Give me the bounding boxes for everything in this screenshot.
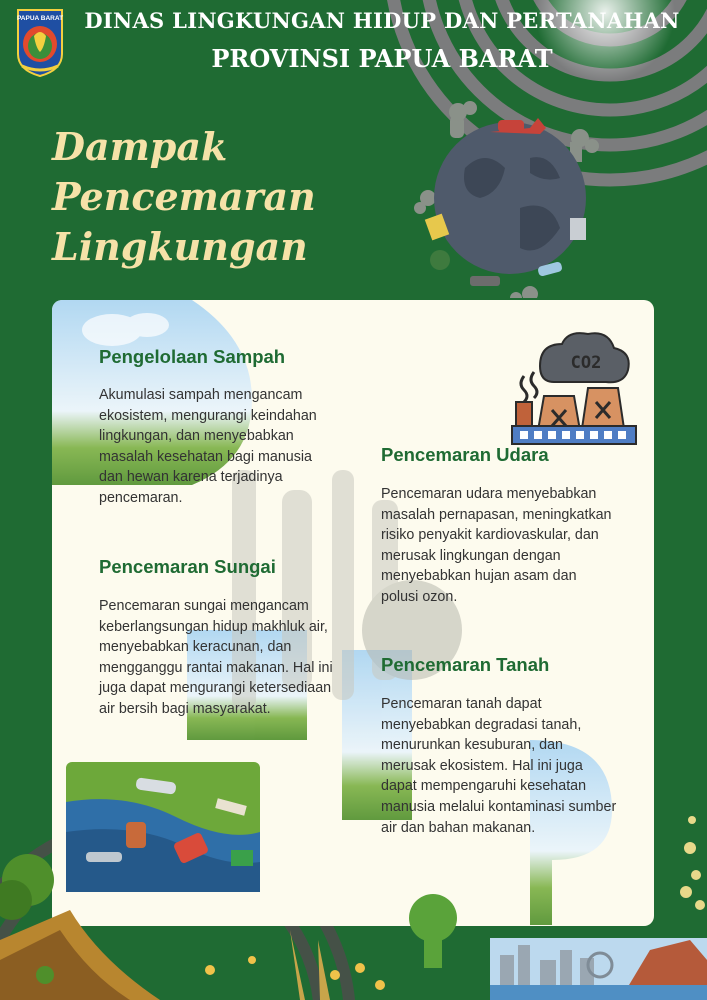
section-pencemaran-udara [381,444,613,608]
section-body: Pencemaran udara menyebabkan masalah pernapasan, meningkatkan risiko penyakit kardiovaskular, dan merusak lingkungan dengan menyebabkan hujan asam dan polusi ozon. [381,486,612,605]
section-pencemaran-sungai [99,556,341,720]
section-body: Pencemaran tanah dapat menyebabkan degradasi tanah, menurunkan kesuburan, dan merusak ekosistem. Hal ini juga dapat mempengaruhi kesehatan manusia melalui kontaminasi sumber air dan bahan makanan. [381,696,617,836]
section-heading: Pengelolaan Sampah [99,346,286,367]
title-line-1: Dampak [52,124,228,169]
polluted-globe-icon [410,98,610,298]
title-line-3: Lingkungan [52,224,308,269]
section-pencemaran-tanah [381,654,621,838]
header [0,0,707,95]
factory-co2-icon [510,326,638,446]
section-heading: Pencemaran Udara [381,444,549,465]
page-title [52,122,382,272]
papua-barat-logo-icon [14,8,66,78]
section-body: Pencemaran sungai mengancam keberlangsungan hidup makhluk air, menyebabkan keracunan, dan mengganggu rantai makanan. Hal ini juga dapat mengurangi ketersediaan air bersih bagi masyarakat. [99,598,333,717]
section-body: Akumulasi sampah mengancam ekosistem, mengurangi keindahan lingkungan, dan menyebabkan masalah kesehatan bagi manusia dan hewan karena terjadinya pencemaran. [99,387,317,506]
title-line-2: Pencemaran [52,174,316,219]
header-line-2: PROVINSI PAPUA BARAT [211,44,553,73]
svg-text:PAPUA BARAT: PAPUA BARAT [16,15,64,22]
header-line-1: DINAS LINGKUNGAN HIDUP DAN PERTANAHAN [84,8,680,33]
section-heading: Pencemaran Sungai [99,556,276,577]
co2-label: CO2 [570,353,602,373]
section-pengelolaan-sampah [99,346,339,509]
section-heading: Pencemaran Tanah [381,654,550,675]
polluted-river-illustration [66,762,260,892]
